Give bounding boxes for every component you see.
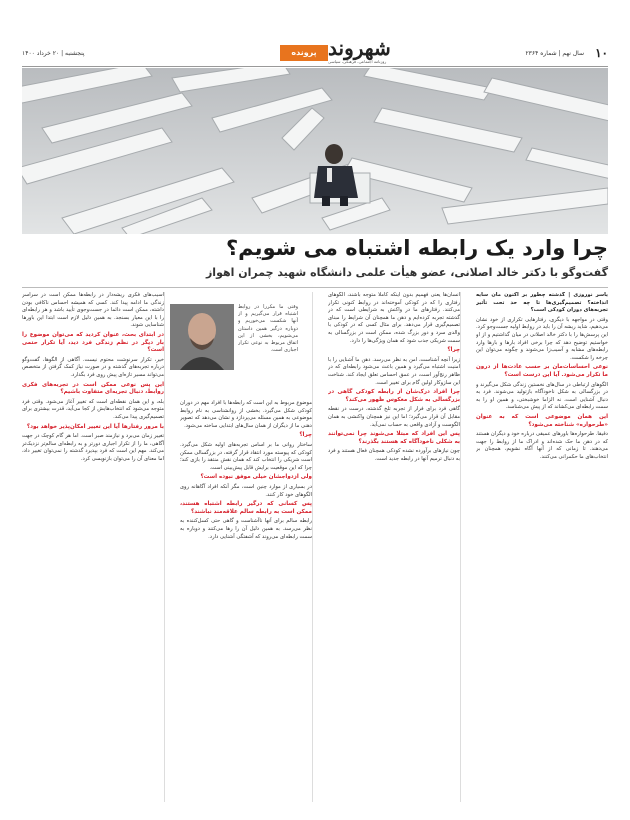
interview-answer: زیرا آنچه آشناست، امن به نظر می‌رسد. ذهن ما آشنایی را با امنیت اشتباه می‌گیرد و همین باعث می‌شود رابطه‌ای که در ظاهر رنج‌آور است، در عمق احساس تعلق ایجاد کند. شناخت این سازوکار اولین گام برای تغییر است. xyxy=(328,356,460,386)
publication-date: پنجشنبه | ۲۰ خرداد ۱۴۰۰ xyxy=(22,50,85,57)
newspaper-logo: شهروند xyxy=(328,36,391,60)
page-header xyxy=(22,36,608,67)
interview-question: چرا افراد درک‌شان از رابطه کودکی گاهی در بزرگسالی به شکل معکوس ظهور می‌کند؟ xyxy=(328,389,460,403)
newspaper-logo-subtitle: روزنامه اجتماعی، فرهنگی، سیاسی xyxy=(328,59,387,64)
column-divider xyxy=(460,292,461,802)
interview-answer: خیر، تکرار سرنوشت محتوم نیست. آگاهی از الگوها، گفت‌وگو درباره تجربه‌های گذشته و در صورت نیاز کمک گرفتن از متخصص می‌تواند مسیر تازه‌ای پیش روی فرد بگذارد. xyxy=(22,356,164,378)
hero-maze-image xyxy=(22,68,608,234)
article-lead: یاسر نوروزی | گذشته چطور بر اکنون مان سایه انداخته؟ تصمیم‌گیری‌ها تا چه حد تحت تأثیر تجربه‌های دوران کودکی است؟ xyxy=(476,292,608,314)
interview-answer: ساختار روانی ما بر اساس تجربه‌های اولیه شکل می‌گیرد. کودکی که پیوسته مورد انتقاد قرار گرفته، در بزرگسالی ممکن است شریکی را انتخاب کند که همان نقش منتقد را بازی کند؛ چرا که این موقعیت برایش قابل پیش‌بینی است. xyxy=(180,441,312,471)
interview-question: چرا؟ xyxy=(299,432,312,439)
interview-answer: چون نیازهای برآورده نشده کودکی همچنان فعال هستند و فرد به دنبال ترمیم آنها در رابطه جدید است. xyxy=(328,448,460,462)
interview-question: نوعی احساسات‌مان بر حسب عادت‌ها از درون ما تکرار می‌شود. آیا این درست است؟ xyxy=(476,364,608,378)
article-column-1 xyxy=(476,292,608,802)
interview-answer: در بسیاری از موارد چنین است، مگر آنکه افراد آگاهانه روی الگوهای خود کار کنند. xyxy=(180,483,312,498)
article-title: چرا وارد یک رابطه اشتباه می شویم؟ xyxy=(225,236,608,260)
interview-answer: الگوهای ارتباطی در سال‌های نخستین زندگی شکل می‌گیرند و در بزرگسالی به شکل ناخودآگاه بازتولید می‌شوند. فرد به دنبال آشنایی است، نه الزاما خوشبختی، و همین او را به سمت رابطه‌ای می‌کشاند که از پیش می‌شناسد. xyxy=(476,381,608,411)
issue-number: سال نهم | شماره ۲۳۶۴ xyxy=(525,50,584,57)
interview-answer: رابطه سالم برای آنها ناآشناست و گاهی حتی کسل‌کننده به نظر می‌رسد. به همین دلیل آن را رها می‌کنند و دوباره به سمت رابطه‌ای می‌روند که آشفتگی آشنایی دارد. xyxy=(180,518,312,540)
paragraph: انسان‌ها یعنی فهمیم بدون اینکه کاملا متوجه باشند، الگوهای رفتاری را که در کودکی آموخته‌اند در روابط کنونی تکرار می‌کنند. رفتارهای ما در واکنش به شرایطی است که در گذشته تجربه کرده‌ایم و ذهن ما همچنان آن شرایط را مبنای تصمیم‌گیری قرار می‌دهد. برای مثال کسی که در کودکی با والدی سرد و دور بزرگ شده، ممکن است در بزرگسالی به سمت شریکی جذب شود که همان ویژگی‌ها را دارد. xyxy=(328,292,460,344)
page-number: ۱۰ xyxy=(595,46,608,60)
interview-answer: تغییر زمان می‌برد و نیازمند صبر است. اما هر گام کوچک در جهت آگاهی، ما را از تکرار اجباری دورتر و به رابطه‌ای سالم‌تر نزدیک‌تر می‌کند. مهم این است که فرد بپذیرد گذشته را نمی‌توان تغییر داد، اما معنای آن را می‌توان بازنویسی کرد. xyxy=(22,433,164,462)
interview-question: پس این افراد که مبتلا می‌شوند چرا نمی‌توانند به شکلی ناخودآگاه که هستند بگذرند؟ xyxy=(328,431,460,445)
column-divider xyxy=(312,292,313,802)
maze-illustration xyxy=(22,68,608,234)
article-column-3 xyxy=(180,400,312,802)
paragraph: آسیب‌های فکری ریشه‌دار در رابطه‌ها ممکن است در سراسر زندگی ما ادامه پیدا کند. کسی که همیشه احساس ناکافی بودن داشته، ممکن است دائما در جست‌وجوی تأیید باشد و هر رابطه‌ای را با این معیار بسنجد. به همین دلیل لازم است ابتدا این باورها شناسایی شوند. xyxy=(22,292,164,329)
paragraph: وقتی در مواجهه با دیگری، رفتارهایی تکراری از خود نشان می‌دهیم، شاید ریشه آن را باید در روابط اولیه جست‌وجو کرد. این پرسش‌ها را با دکتر خالد اصلانی در میان گذاشتیم و از او خواستیم توضیح دهد که چرا برخی افراد بارها و بارها وارد رابطه‌های مشابه و آسیب‌زا می‌شوند و چگونه می‌توان این چرخه را شکست. xyxy=(476,316,608,361)
interview-question: این پس نوعی ممکن است در تجربه‌های فکری روابط، دنبال تجربه‌ای متفاوت باشیم؟ xyxy=(22,381,164,396)
article-column-2 xyxy=(328,292,460,802)
interview-answer: گاهی فرد برای فرار از تجربه تلخ گذشته، درست در نقطه مقابل آن قرار می‌گیرد؛ اما این نیز همچنان واکنشی به همان الگوست و آزادی واقعی به حساب نمی‌آید. xyxy=(328,406,460,428)
interview-question: چرا؟ xyxy=(447,347,460,354)
interview-answer: بله، و این همان نقطه‌ای است که تغییر آغاز می‌شود. وقتی فرد متوجه می‌شود که انتخاب‌هایش از کجا می‌آید، قدرت بیشتری برای تصمیم‌گیری پیدا می‌کند. xyxy=(22,398,164,420)
interview-question: در ابتدای بحث، عنوان کردید که می‌توان موضوع را بار دیگر در نظم زندگی فرد دید، آیا تکرار حتمی است؟ xyxy=(22,331,164,354)
portrait-photo xyxy=(170,304,234,370)
column-divider xyxy=(164,292,165,802)
interviewee-portrait xyxy=(170,304,234,370)
interview-question: این همان موضوعی است که به عنوان «طرحواره» شناخته می‌شود؟ xyxy=(476,413,608,428)
interview-question: با مرور رفتارها آیا این تغییر امکان‌پذیر خواهد بود؟ xyxy=(26,423,164,430)
paragraph: موضوع مربوط به این است که رابطه‌ها با افراد مهم در دوران کودکی شکل می‌گیرد. بخشی از روانشناسی به نام روابط موضوعی به همین مسئله می‌پردازد و نشان می‌دهد که تصویر ذهنی ما از دیگران از همان سال‌های ابتدایی ساخته می‌شود. xyxy=(180,400,312,429)
pull-quote: وقتی ما مکررا در روابط اشتباه قرار می‌گیریم و از آنها شکست می‌خوریم و دوباره درگیر همین داستان می‌شویم، بخشی از این اتفاق مربوط به نوعی تکرار اجباری است. xyxy=(238,304,298,354)
article-column-4 xyxy=(22,292,164,802)
article-subtitle: گفت‌وگو با دکتر خالد اصلانی، عضو هیأت علمی دانشگاه شهید چمران اهواز xyxy=(205,266,608,279)
interview-question: پس کسانی که درگیر رابطه اشتباه هستند، ممکن است به رابطه سالم علاقه‌مند نباشند؟ xyxy=(180,501,312,515)
title-divider xyxy=(22,287,608,288)
interview-question: ولی ازدواجشان خیلی موفق نبوده است؟ xyxy=(200,474,312,481)
interview-answer: دقیقا. طرحواره‌ها باورهای عمیقی درباره خود و دیگران هستند که در ذهن ما حک شده‌اند و ادراک ما از روابط را جهت می‌دهند. تا زمانی که از آنها آگاه نشویم، همچنان بر انتخاب‌های ما حکمرانی می‌کنند. xyxy=(476,431,608,460)
section-badge: پرونده xyxy=(280,45,328,61)
